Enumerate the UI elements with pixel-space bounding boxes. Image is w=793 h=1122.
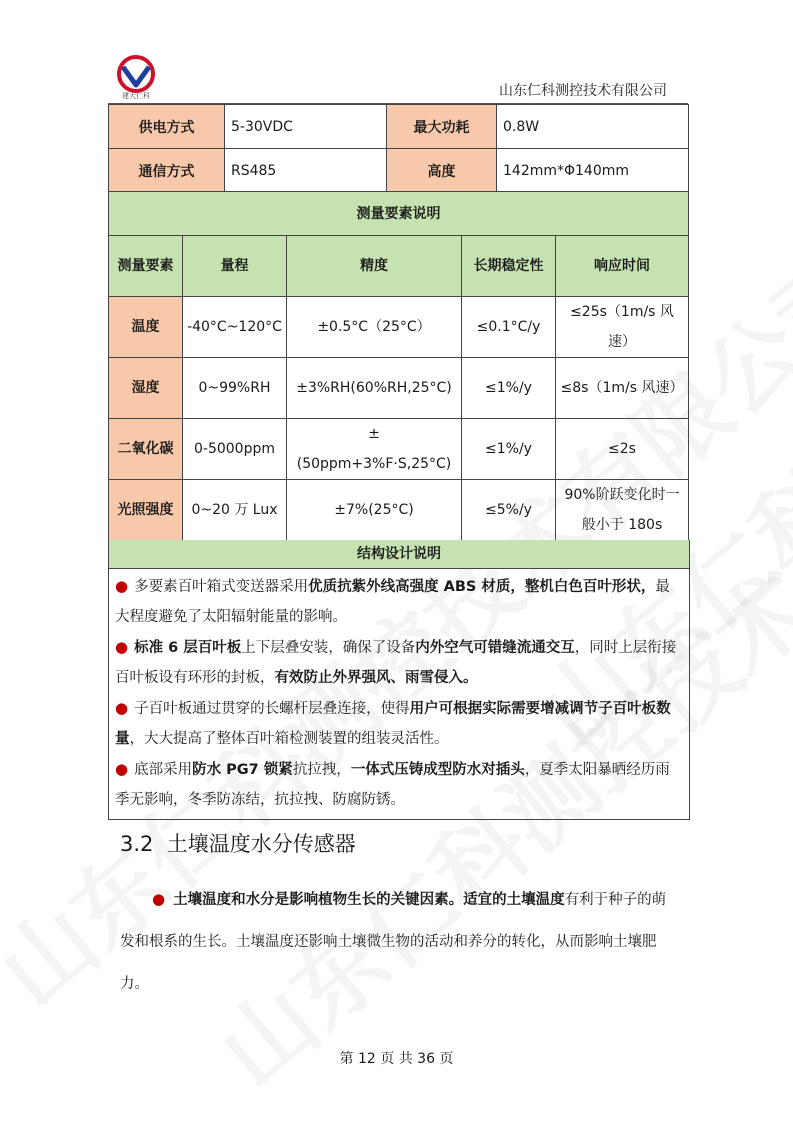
structure-bold-text: 防水 PG7 锁紧 [192, 762, 293, 778]
paragraph-text: 有利于种子的萌发和根系的生长。土壤温度还影响土壤微生物的活动和养分的转化，从而影响土壤肥力。 [120, 892, 667, 992]
spec-label: 供电方式 [109, 105, 225, 149]
structure-text: ，夏季太阳暴晒经历雨季无影响，冬季防冻结，抗拉拽、防腐防锈。 [115, 762, 670, 808]
bullet-icon: ● [115, 638, 129, 656]
structure-body [109, 569, 689, 819]
measure-element: 二氧化碳 [109, 419, 183, 480]
table-row [109, 105, 689, 149]
measure-table [108, 191, 689, 541]
measure-range: -40°C~120°C [183, 297, 287, 358]
spec-value: RS485 [225, 149, 387, 193]
measure-stability: ≤1%/y [462, 358, 556, 419]
structure-item [115, 571, 683, 632]
measure-range: 0~20 万 Lux [183, 480, 287, 541]
structure-section [108, 540, 690, 820]
table-row [109, 297, 689, 358]
logo-text: 建大仁科 [122, 92, 150, 100]
bullet-icon: ● [115, 699, 129, 717]
paragraph-bold-text: 土壤温度和水分是影响植物生长的关键因素。适宜的土壤温度 [173, 892, 565, 908]
structure-bold-text: 用户可根据实际需要增减调节子百叶板数量 [115, 701, 671, 747]
table-header-row [109, 236, 689, 297]
structure-item [115, 693, 683, 754]
structure-text: 子百叶板通过贯穿的长螺杆层叠连接，使得 [134, 701, 410, 717]
measure-element: 光照强度 [109, 480, 183, 541]
section-paragraph [120, 878, 680, 1005]
structure-text: ，同时上层衔接百叶板设有环形的封板， [115, 640, 677, 686]
table-row [109, 419, 689, 480]
company-name: 山东仁科测控技术有限公司 [499, 83, 667, 99]
structure-text: 最大程度避免了太阳辐射能量的影响。 [115, 579, 670, 625]
spec-value: 0.8W [497, 105, 689, 149]
section-title: 土壤温度水分传感器 [166, 832, 356, 856]
column-header: 测量要素 [109, 236, 183, 297]
measure-response: ≤8s（1m/s 风速） [556, 358, 689, 419]
measure-stability: ≤1%/y [462, 419, 556, 480]
column-header: 精度 [287, 236, 462, 297]
measure-stability: ≤5%/y [462, 480, 556, 541]
structure-bold-text: 有效防止外界强风、雨雪侵入。 [274, 670, 478, 686]
table-row [109, 149, 689, 193]
spec-table [108, 104, 689, 193]
structure-text: 底部采用 [134, 762, 193, 778]
section-number: 3.2 [120, 832, 154, 856]
spec-label: 通信方式 [109, 149, 225, 193]
measure-response: ≤25s（1m/s 风速） [556, 297, 689, 358]
structure-text: 上下层叠安装，确保了设备 [241, 640, 416, 656]
column-header: 量程 [183, 236, 287, 297]
structure-bold-text: 一体式压铸成型防水对插头 [350, 762, 525, 778]
structure-item [115, 754, 683, 815]
structure-bold-text: 标准 6 层百叶板 [134, 640, 242, 656]
structure-title: 结构设计说明 [109, 540, 689, 569]
column-header: 响应时间 [556, 236, 689, 297]
measure-accuracy: ±0.5°C（25°C） [287, 297, 462, 358]
structure-item [115, 632, 683, 693]
bullet-icon: ● [115, 577, 129, 595]
table-row [109, 358, 689, 419]
measure-range: 0~99%RH [183, 358, 287, 419]
bullet-icon: ● [152, 890, 166, 908]
company-logo-icon [114, 52, 158, 96]
measure-stability: ≤0.1°C/y [462, 297, 556, 358]
spec-value: 5-30VDC [225, 105, 387, 149]
measure-accuracy: ±7%(25°C) [287, 480, 462, 541]
spec-label: 最大功耗 [387, 105, 497, 149]
measure-range: 0-5000ppm [183, 419, 287, 480]
measure-response: 90%阶跃变化时一般小于 180s [556, 480, 689, 541]
bullet-icon: ● [115, 760, 129, 778]
measure-section-title: 测量要素说明 [109, 192, 689, 236]
structure-text: 多要素百叶箱式变送器采用 [134, 579, 309, 595]
structure-text: ，大大提高了整体百叶箱检测装置的组装灵活性。 [129, 731, 449, 747]
measure-accuracy: ±(50ppm+3%F·S,25°C) [287, 419, 462, 480]
measure-accuracy: ±3%RH(60%RH,25°C) [287, 358, 462, 419]
measure-element: 温度 [109, 297, 183, 358]
measure-response: ≤2s [556, 419, 689, 480]
structure-text: 抗拉拽， [292, 762, 351, 778]
measure-element: 湿度 [109, 358, 183, 419]
table-row [109, 480, 689, 541]
structure-bold-text: 优质抗紫外线高强度 ABS 材质，整机白色百叶形状， [308, 579, 656, 595]
structure-bold-text: 内外空气可错缝流通交互 [415, 640, 575, 656]
page-footer: 第 12 页 共 36 页 [339, 1051, 454, 1067]
spec-value: 142mm*Φ140mm [497, 149, 689, 193]
section-heading [120, 828, 356, 858]
spec-label: 高度 [387, 149, 497, 193]
column-header: 长期稳定性 [462, 236, 556, 297]
